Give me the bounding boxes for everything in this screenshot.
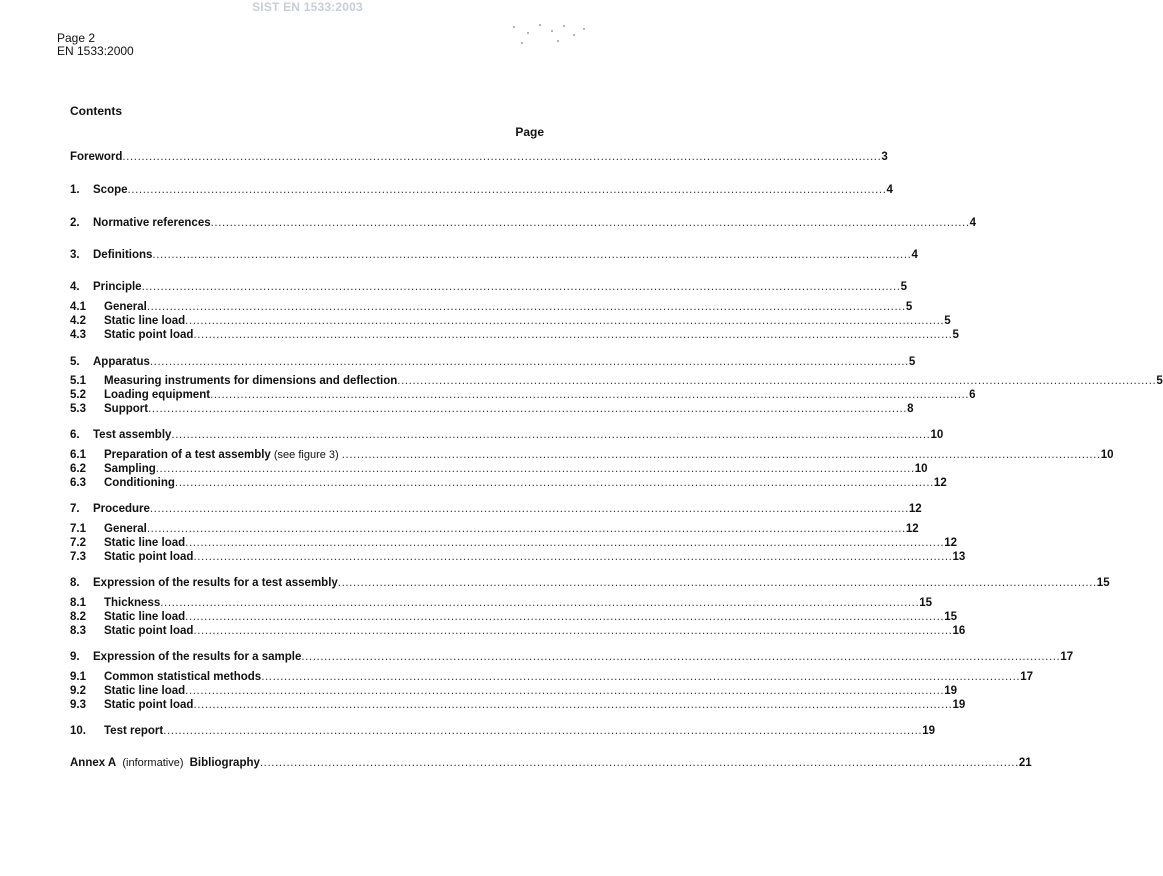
toc-number: 7.3	[70, 551, 86, 563]
toc-title: Static line load	[104, 315, 186, 327]
toc-entry-10[interactable]	[70, 724, 936, 738]
leader-dots: ........................................................................................................................................................................................................	[149, 503, 909, 515]
toc-number: 2.	[70, 217, 80, 229]
toc-title: Common statistical methods	[104, 671, 262, 683]
toc-title: Measuring instruments for dimensions and deflection	[104, 375, 398, 387]
toc-title: Static line load	[104, 611, 186, 623]
toc-title: Procedure	[93, 503, 150, 515]
toc-page: 15	[1096, 577, 1110, 589]
toc-number: 6.3	[70, 477, 86, 489]
toc-entry-4-3[interactable]	[70, 328, 959, 342]
toc-entry-6-1[interactable]	[70, 448, 1114, 462]
toc-number: 4.	[70, 281, 80, 293]
toc-number: 9.2	[70, 685, 86, 697]
toc-number: 8.3	[70, 625, 86, 637]
toc-note: (see figure 3)	[273, 449, 339, 461]
watermark: SIST EN 1533:2003	[252, 0, 363, 14]
toc-entry-7-1[interactable]	[70, 522, 919, 536]
toc-title: Sampling	[104, 463, 156, 475]
toc-page: 10	[914, 463, 928, 475]
toc-entry-foreword[interactable]	[70, 150, 888, 164]
toc-page: 16	[952, 625, 966, 637]
toc-title: Expression of the results for a sample	[93, 651, 302, 663]
toc-number: 8.1	[70, 597, 86, 609]
leader-dots: ........................................................................................................................................................................................................	[160, 597, 920, 609]
leader-dots: ........................................................................................................................................................................................................	[337, 577, 1097, 589]
toc-entry-8-1[interactable]	[70, 596, 933, 610]
leader-dots: ........................................................................................................................................................................................................	[193, 329, 953, 341]
leader-dots: ........................................................................................................................................................................................................	[141, 281, 901, 293]
toc-number: 7.	[70, 503, 80, 515]
toc-entry-7[interactable]	[70, 502, 922, 516]
toc-title: Apparatus	[93, 356, 150, 368]
leader-dots: ........................................................................................................................................................................................................	[210, 389, 970, 401]
toc-entry-9[interactable]	[70, 650, 1074, 664]
leader-dots: ........................................................................................................................................................................................................	[171, 429, 931, 441]
leader-dots: ........................................................................................................................................................................................................	[341, 449, 1101, 461]
leader-dots: ........................................................................................................................................................................................................	[149, 356, 909, 368]
toc-page: 8	[907, 403, 914, 415]
leader-dots: ........................................................................................................................................................................................................	[127, 184, 887, 196]
toc-number: 7.2	[70, 537, 86, 549]
toc-page: 13	[952, 551, 966, 563]
toc-title: Bibliography	[189, 757, 260, 769]
toc-entry-4-2[interactable]	[70, 314, 951, 328]
toc-title: Static line load	[104, 685, 186, 697]
toc-entry-5[interactable]	[70, 355, 916, 369]
leader-dots: ........................................................................................................................................................................................................	[193, 551, 953, 563]
toc-title: General	[104, 523, 147, 535]
toc-title: Static line load	[104, 537, 186, 549]
toc-page: 5	[908, 356, 916, 368]
toc-entry-annex-a[interactable]	[70, 756, 1032, 770]
leader-dots: ........................................................................................................................................................................................................	[397, 375, 1157, 387]
document-id: EN 1533:2000	[57, 44, 134, 58]
toc-title: Static point load	[104, 699, 194, 711]
toc-page: 19	[944, 685, 957, 697]
toc-title: Test assembly	[93, 429, 172, 441]
toc-number: Annex A	[70, 757, 117, 769]
toc-entry-3[interactable]	[70, 248, 918, 262]
leader-dots: ........................................................................................................................................................................................................	[210, 217, 970, 229]
toc-page: 4	[911, 249, 918, 261]
toc-page: 17	[1060, 651, 1074, 663]
toc-entry-2[interactable]	[70, 216, 977, 230]
toc-number: 5.	[70, 356, 80, 368]
toc-title: Expression of the results for a test assembly	[93, 577, 338, 589]
toc-note: (informative)	[122, 757, 184, 769]
toc-page: 5	[905, 301, 913, 313]
toc-number: 4.3	[70, 329, 86, 341]
toc-entry-7-2[interactable]	[70, 536, 957, 550]
leader-dots: ........................................................................................................................................................................................................	[193, 625, 953, 637]
toc-title: Normative references	[93, 217, 211, 229]
toc-title: Conditioning	[104, 477, 175, 489]
toc-number: 4.1	[70, 301, 86, 313]
leader-dots: ........................................................................................................................................................................................................	[146, 301, 906, 313]
toc-page: 15	[944, 611, 957, 623]
leader-dots: ........................................................................................................................................................................................................	[122, 151, 882, 163]
leader-dots: ........................................................................................................................................................................................................	[155, 463, 915, 475]
toc-title: Scope	[93, 184, 128, 196]
toc-title: Support	[104, 403, 149, 415]
toc-number: 6.2	[70, 463, 86, 475]
leader-dots: ........................................................................................................................................................................................................	[185, 537, 945, 549]
toc-entry-7-3[interactable]	[70, 550, 966, 564]
toc-title: Thickness	[104, 597, 161, 609]
leader-dots: ........................................................................................................................................................................................................	[259, 757, 1019, 769]
toc-entry-4[interactable]	[70, 280, 907, 294]
toc-page: 5	[900, 281, 907, 293]
leader-dots: ........................................................................................................................................................................................................	[152, 249, 912, 261]
toc-number: 5.1	[70, 375, 86, 387]
toc-entry-5-2[interactable]	[70, 388, 976, 402]
toc-number: 8.	[70, 577, 80, 589]
toc-title: Test report	[104, 725, 164, 737]
toc-number: 9.3	[70, 699, 86, 711]
toc-page: 10	[930, 429, 944, 441]
page-column-label: Page	[515, 125, 544, 139]
toc-page: 12	[908, 503, 922, 515]
leader-dots: ........................................................................................................................................................................................................	[174, 477, 934, 489]
toc-page: 12	[933, 477, 947, 489]
toc-entry-4-1[interactable]	[70, 300, 913, 314]
toc-page: 5	[944, 315, 951, 327]
toc-page: 5	[1156, 375, 1163, 387]
leader-dots: ........................................................................................................................................................................................................	[185, 611, 945, 623]
toc-title: Preparation of a test assembly	[104, 449, 271, 461]
toc-number: 1.	[70, 184, 80, 196]
toc-entry-8-3[interactable]	[70, 624, 966, 638]
toc-number: 6.1	[70, 449, 86, 461]
toc-page: 17	[1020, 671, 1034, 683]
toc-page: 4	[969, 217, 977, 229]
toc-page: 3	[881, 151, 888, 163]
toc-number: 10.	[70, 725, 86, 737]
toc-page: 21	[1018, 757, 1032, 769]
toc-entry-5-1[interactable]	[70, 374, 1163, 388]
toc-entry-5-3[interactable]	[70, 402, 914, 416]
leader-dots: ........................................................................................................................................................................................................	[163, 725, 923, 737]
toc-number: 5.2	[70, 389, 86, 401]
toc-page: 6	[969, 389, 976, 401]
toc-title: Static point load	[104, 625, 194, 637]
toc-entry-9-3[interactable]	[70, 698, 966, 712]
toc-page: 15	[919, 597, 933, 609]
leader-dots: ........................................................................................................................................................................................................	[261, 671, 1021, 683]
toc-entry-8[interactable]	[70, 576, 1110, 590]
toc-title: General	[104, 301, 147, 313]
page-label: Page 2	[57, 31, 96, 45]
toc-page: 19	[952, 699, 966, 711]
toc-entry-9-1[interactable]	[70, 670, 1034, 684]
toc-number: 9.	[70, 651, 80, 663]
toc-entry-6[interactable]	[70, 428, 944, 442]
leader-dots: ........................................................................................................................................................................................................	[146, 523, 906, 535]
toc-entry-6-3[interactable]	[70, 476, 947, 490]
toc-title: Foreword	[70, 151, 123, 163]
toc-number: 5.3	[70, 403, 86, 415]
toc-title: Loading equipment	[104, 389, 211, 401]
leader-dots: ........................................................................................................................................................................................................	[301, 651, 1061, 663]
toc-number: 3.	[70, 249, 80, 261]
toc-page: 4	[886, 184, 893, 196]
toc-entry-6-2[interactable]	[70, 462, 928, 476]
contents-title: Contents	[70, 104, 122, 118]
toc-page: 5	[952, 329, 959, 341]
leader-dots: ........................................................................................................................................................................................................	[148, 403, 908, 415]
leader-dots: ........................................................................................................................................................................................................	[185, 685, 945, 697]
toc-entry-8-2[interactable]	[70, 610, 957, 624]
toc-page: 12	[905, 523, 919, 535]
toc-title: Principle	[93, 281, 142, 293]
toc-title: Definitions	[93, 249, 153, 261]
table-of-contents	[70, 0, 1163, 876]
toc-page: 12	[944, 537, 957, 549]
toc-number: 6.	[70, 429, 80, 441]
leader-dots: ........................................................................................................................................................................................................	[193, 699, 953, 711]
toc-number: 9.1	[70, 671, 86, 683]
toc-page: 19	[922, 725, 936, 737]
toc-number: 7.1	[70, 523, 86, 535]
toc-title: Static point load	[104, 551, 194, 563]
toc-number: 4.2	[70, 315, 86, 327]
toc-page: 10	[1100, 449, 1114, 461]
toc-entry-9-2[interactable]	[70, 684, 957, 698]
toc-title: Static point load	[104, 329, 194, 341]
toc-number: 8.2	[70, 611, 86, 623]
leader-dots: ........................................................................................................................................................................................................	[185, 315, 945, 327]
toc-entry-1[interactable]	[70, 183, 893, 197]
